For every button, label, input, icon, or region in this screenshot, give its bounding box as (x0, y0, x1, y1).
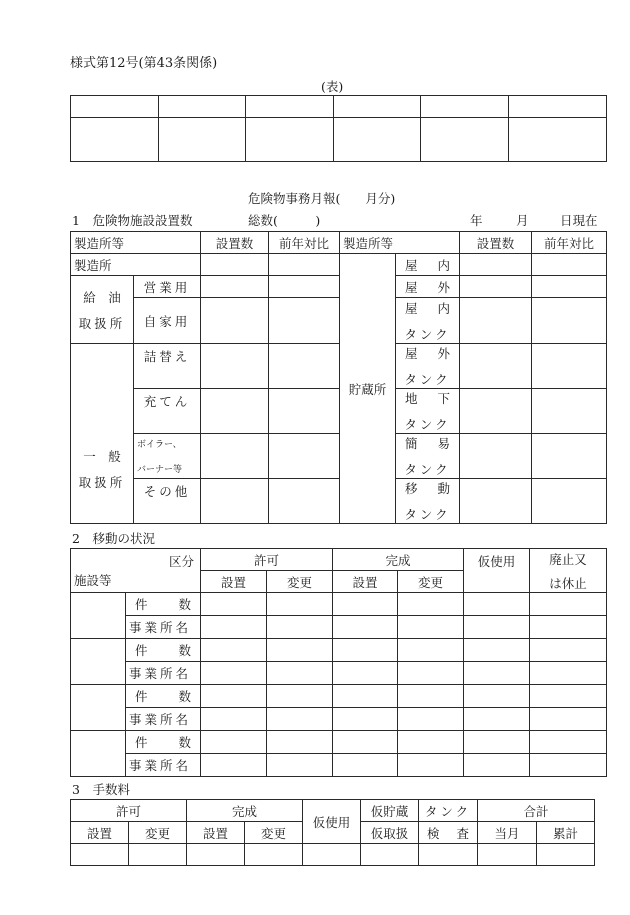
fee-tank-b: 検 査 (419, 822, 478, 844)
value-cell[interactable] (333, 616, 398, 639)
fueling-label: 給 油 取扱所 (71, 276, 134, 344)
value-cell[interactable] (464, 754, 530, 777)
box-cell[interactable] (334, 118, 421, 162)
value-cell[interactable] (530, 616, 607, 639)
value-cell[interactable] (201, 254, 269, 276)
date-month: 月 (516, 213, 529, 228)
business-name-label: 事業所名 (126, 662, 201, 685)
box-cell[interactable] (509, 118, 607, 162)
row-business-use: 営業用 (134, 276, 201, 298)
row-manufacturing: 製造所 (71, 254, 201, 276)
row-filling: 充てん (134, 389, 201, 434)
fee-temp-storage-b: 仮取扱 (361, 822, 419, 844)
fees-table (70, 799, 595, 866)
value-cell[interactable] (269, 344, 340, 389)
value-cell[interactable] (530, 662, 607, 685)
value-cell[interactable] (129, 844, 187, 866)
business-name-label: 事業所名 (126, 754, 201, 777)
value-cell[interactable] (333, 754, 398, 777)
value-cell[interactable] (269, 276, 340, 298)
value-cell[interactable] (460, 298, 532, 344)
section2-heading: 2 移動の状況 (72, 531, 155, 546)
value-cell[interactable] (532, 298, 607, 344)
value-cell[interactable] (71, 844, 129, 866)
value-cell[interactable] (419, 844, 478, 866)
date-year: 年 (470, 213, 483, 228)
value-cell[interactable] (267, 639, 333, 662)
value-cell[interactable] (532, 479, 607, 524)
row-underground-tank: 地 下 タンク (396, 389, 460, 434)
value-cell[interactable] (201, 685, 267, 708)
facility-name-cell[interactable] (71, 731, 126, 777)
facility-count-table (70, 231, 607, 524)
fee-total-header: 合計 (478, 800, 595, 822)
completion-header: 完成 (333, 549, 464, 571)
value-cell[interactable] (267, 754, 333, 777)
value-cell[interactable] (201, 662, 267, 685)
value-cell[interactable] (537, 844, 595, 866)
value-cell[interactable] (201, 616, 267, 639)
cases-label: 件 数 (126, 593, 201, 616)
value-cell[interactable] (303, 844, 361, 866)
fee-permit-install: 設置 (71, 822, 129, 844)
value-cell[interactable] (201, 389, 269, 434)
row-outdoor-tank: 屋 外 タンク (396, 344, 460, 389)
col-yoy-right: 前年対比 (532, 232, 607, 254)
facility-name-cell[interactable] (71, 593, 126, 639)
value-cell[interactable] (530, 593, 607, 616)
value-cell[interactable] (333, 593, 398, 616)
value-cell[interactable] (532, 389, 607, 434)
cases-label: 件 数 (126, 639, 201, 662)
business-name-label: 事業所名 (126, 708, 201, 731)
value-cell[interactable] (398, 593, 464, 616)
box-cell[interactable] (421, 96, 509, 118)
value-cell[interactable] (530, 639, 607, 662)
storage-label: 貯蔵所 (340, 254, 396, 524)
form-label: 様式第12号(第43条関係) (70, 56, 218, 71)
value-cell[interactable] (201, 731, 267, 754)
value-cell[interactable] (460, 276, 532, 298)
col-count: 設置数 (201, 232, 269, 254)
value-cell[interactable] (267, 616, 333, 639)
value-cell[interactable] (530, 731, 607, 754)
value-cell[interactable] (269, 254, 340, 276)
box-cell[interactable] (71, 118, 159, 162)
value-cell[interactable] (201, 593, 267, 616)
permit-header: 許可 (201, 549, 333, 571)
movement-table (70, 548, 607, 777)
value-cell[interactable] (460, 389, 532, 434)
value-cell[interactable] (460, 344, 532, 389)
value-cell[interactable] (333, 685, 398, 708)
fee-tank-a: タンク (419, 800, 478, 822)
value-cell[interactable] (267, 731, 333, 754)
value-cell[interactable] (398, 639, 464, 662)
report-title: 危険物事務月報( 月分) (248, 191, 396, 206)
value-cell[interactable] (333, 731, 398, 754)
fee-cumulative: 累計 (537, 822, 595, 844)
value-cell[interactable] (267, 708, 333, 731)
value-cell[interactable] (333, 708, 398, 731)
value-cell[interactable] (464, 731, 530, 754)
col-facility: 製造所等 (71, 232, 201, 254)
col-yoy: 前年対比 (269, 232, 340, 254)
row-outdoor: 屋 外 (396, 276, 460, 298)
completion-install: 設置 (333, 571, 398, 593)
fee-completion-header: 完成 (187, 800, 303, 822)
value-cell[interactable] (269, 298, 340, 344)
value-cell[interactable] (460, 434, 532, 479)
value-cell[interactable] (201, 344, 269, 389)
fee-completion-change: 変更 (245, 822, 303, 844)
value-cell[interactable] (464, 616, 530, 639)
general-label: 一 般 取扱所 (71, 344, 134, 524)
business-name-label: 事業所名 (126, 616, 201, 639)
facility-name-cell[interactable] (71, 685, 126, 731)
value-cell[interactable] (532, 276, 607, 298)
fee-completion-install: 設置 (187, 822, 245, 844)
value-cell[interactable] (532, 344, 607, 389)
completion-change: 変更 (398, 571, 464, 593)
side-label: (表) (321, 79, 344, 94)
value-cell[interactable] (269, 434, 340, 479)
value-cell[interactable] (333, 662, 398, 685)
box-cell[interactable] (246, 96, 334, 118)
value-cell[interactable] (530, 708, 607, 731)
value-cell[interactable] (201, 479, 269, 524)
value-cell[interactable] (333, 639, 398, 662)
box-cell[interactable] (421, 118, 509, 162)
fee-permit-change: 変更 (129, 822, 187, 844)
value-cell[interactable] (201, 754, 267, 777)
box-cell[interactable] (159, 96, 246, 118)
date-day: 日現在 (560, 213, 598, 228)
value-cell[interactable] (464, 662, 530, 685)
row-simple-tank: 簡 易 タンク (396, 434, 460, 479)
value-cell[interactable] (532, 254, 607, 276)
cases-label: 件 数 (126, 731, 201, 754)
value-cell[interactable] (269, 389, 340, 434)
permit-change: 変更 (267, 571, 333, 593)
value-cell[interactable] (530, 754, 607, 777)
value-cell[interactable] (187, 844, 245, 866)
value-cell[interactable] (464, 685, 530, 708)
value-cell[interactable] (460, 254, 532, 276)
value-cell[interactable] (398, 616, 464, 639)
value-cell[interactable] (269, 479, 340, 524)
value-cell[interactable] (201, 639, 267, 662)
value-cell[interactable] (464, 708, 530, 731)
section3-heading: 3 手数料 (72, 782, 130, 797)
cases-label: 件 数 (126, 685, 201, 708)
facility-name-cell[interactable] (71, 639, 126, 685)
row-other: その他 (134, 479, 201, 524)
box-cell[interactable] (246, 118, 334, 162)
box-cell[interactable] (71, 96, 159, 118)
section1-heading: 1 危険物施設設置数 (72, 213, 193, 228)
value-cell[interactable] (398, 685, 464, 708)
value-cell[interactable] (267, 662, 333, 685)
top-box-table (70, 95, 607, 162)
box-cell[interactable] (509, 96, 607, 118)
value-cell[interactable] (201, 298, 269, 344)
box-cell[interactable] (334, 96, 421, 118)
value-cell[interactable] (267, 593, 333, 616)
fee-temp-storage-a: 仮貯蔵 (361, 800, 419, 822)
row-refill: 詰替え (134, 344, 201, 389)
col-facility-right: 製造所等 (340, 232, 460, 254)
row-mobile-tank: 移 動 タンク (396, 479, 460, 524)
value-cell[interactable] (532, 434, 607, 479)
value-cell[interactable] (201, 276, 269, 298)
box-cell[interactable] (159, 118, 246, 162)
value-cell[interactable] (530, 685, 607, 708)
category-facility-header: 区分 施設等 (71, 549, 201, 593)
row-indoor: 屋 内 (396, 254, 460, 276)
total-count: 総数( ) (248, 213, 321, 228)
fee-temp-use-header: 仮使用 (303, 800, 361, 844)
value-cell[interactable] (464, 639, 530, 662)
value-cell[interactable] (478, 844, 537, 866)
value-cell[interactable] (398, 754, 464, 777)
value-cell[interactable] (201, 708, 267, 731)
abolish-header: 廃止又 は休止 (530, 549, 607, 593)
fee-permit-header: 許可 (71, 800, 187, 822)
value-cell[interactable] (398, 731, 464, 754)
value-cell[interactable] (398, 708, 464, 731)
value-cell[interactable] (398, 662, 464, 685)
col-count-right: 設置数 (460, 232, 532, 254)
fee-this-month: 当月 (478, 822, 537, 844)
value-cell[interactable] (460, 479, 532, 524)
value-cell[interactable] (267, 685, 333, 708)
temp-use-header: 仮使用 (464, 549, 530, 593)
value-cell[interactable] (245, 844, 303, 866)
permit-install: 設置 (201, 571, 267, 593)
row-indoor-tank: 屋 内 タンク (396, 298, 460, 344)
value-cell[interactable] (464, 593, 530, 616)
row-boiler: ボイラー、 バーナー等 (134, 434, 201, 479)
row-self-use: 自家用 (134, 298, 201, 344)
value-cell[interactable] (201, 434, 269, 479)
value-cell[interactable] (361, 844, 419, 866)
